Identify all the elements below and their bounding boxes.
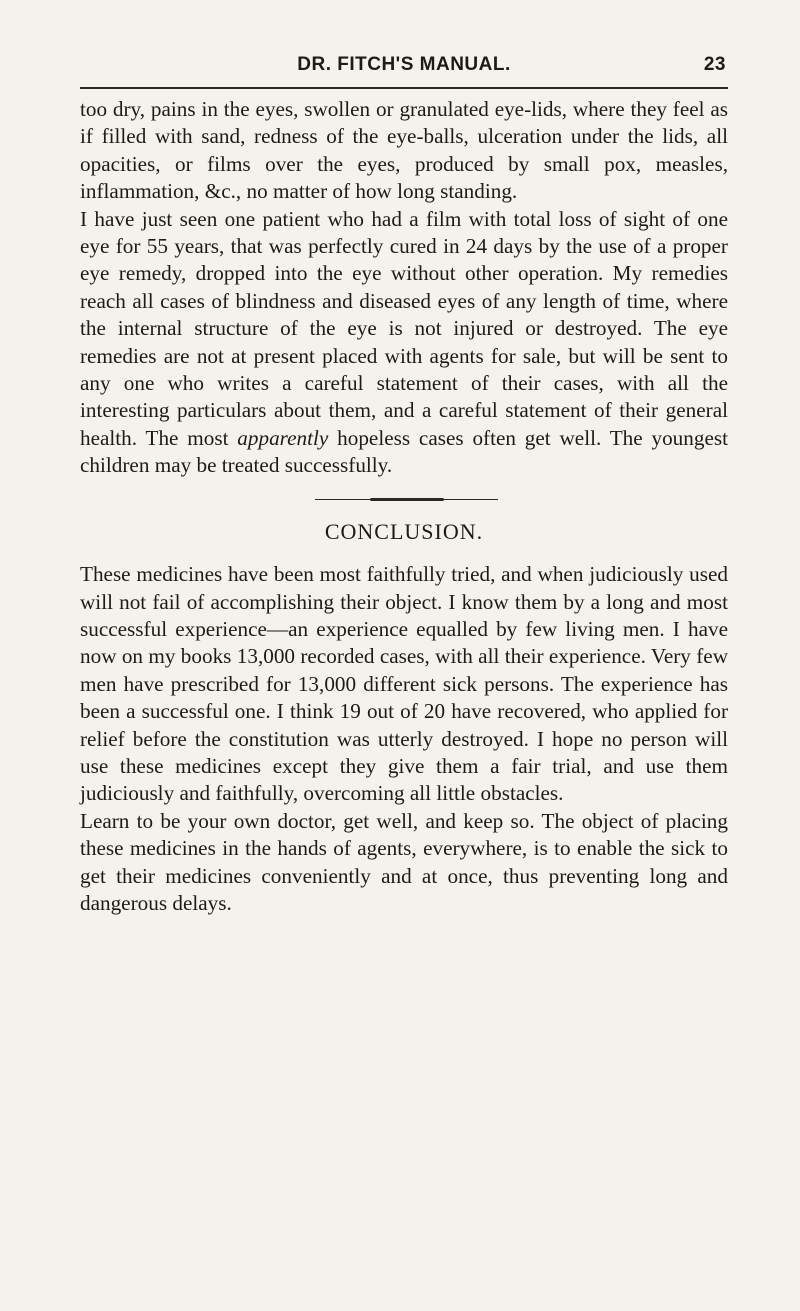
header-rule xyxy=(80,87,728,89)
paragraph-continuation: too dry, pains in the eyes, swollen or granulated eye-lids, where they feel as if filled with sand, redness of the eye-balls, ulceration under the lids, all opacities, or films over the eyes, produced by small pox, measles, inflammation, &c., no matter of how long standing. xyxy=(80,97,728,204)
page-body xyxy=(80,96,728,917)
section-divider xyxy=(80,493,728,507)
emphasis-apparently: apparently xyxy=(237,425,329,450)
paragraph-conclusion-1: These medicines have been most faithfully tried, and when judiciously used will not fail of accomplishing their object. I know them by a long and most successful experience—an experience equalled by few living men. I have now on my books 13,000 recorded cases, with all their experience. Very few men have prescribed for 13,000 different sick persons. The experience has been a successful one. I think 19 out of 20 have recovered, who applied for relief before the constitution was utterly destroyed. I hope no person will use these medicines except they give them a fair trial, and use them judiciously and faithfully, overcoming all little obstacles. xyxy=(80,562,728,806)
page-number: 23 xyxy=(703,54,726,75)
running-head xyxy=(80,54,728,82)
section-heading: CONCLUSION. xyxy=(324,518,484,544)
paragraph-eye-cure-text: I have just seen one patient who had a film with total loss of sight of one eye for 55 years, that was perfectly cured in 24 days by the use of a proper eye remedy, dropped into the eye without other operation. My remedies reach all cases of blindness and diseased eyes of any length of time, where the internal structure of the eye is not injured or destroyed. The eye remedies are not at present placed with agents for sale, but will be sent to any one who writes a careful statement of their cases, with all the interesting particulars about them, and a careful statement of their general health. The most xyxy=(80,206,728,450)
paragraph-eye-cure xyxy=(80,206,728,480)
divider-swell xyxy=(370,498,444,501)
paragraph-eye-cure-text-end: hopeless cases often get well. The youngest children may be treated successfully. xyxy=(80,425,728,478)
running-title: DR. FITCH'S MANUAL. xyxy=(297,54,511,75)
paragraph-conclusion-2: Learn to be your own doctor, get well, and keep so. The object of placing these medicines in the hands of agents, everywhere, is to enable the sick to get their medicines conveniently and at once, thus preventing long and dangerous delays. xyxy=(80,808,728,915)
page-header xyxy=(80,54,728,82)
